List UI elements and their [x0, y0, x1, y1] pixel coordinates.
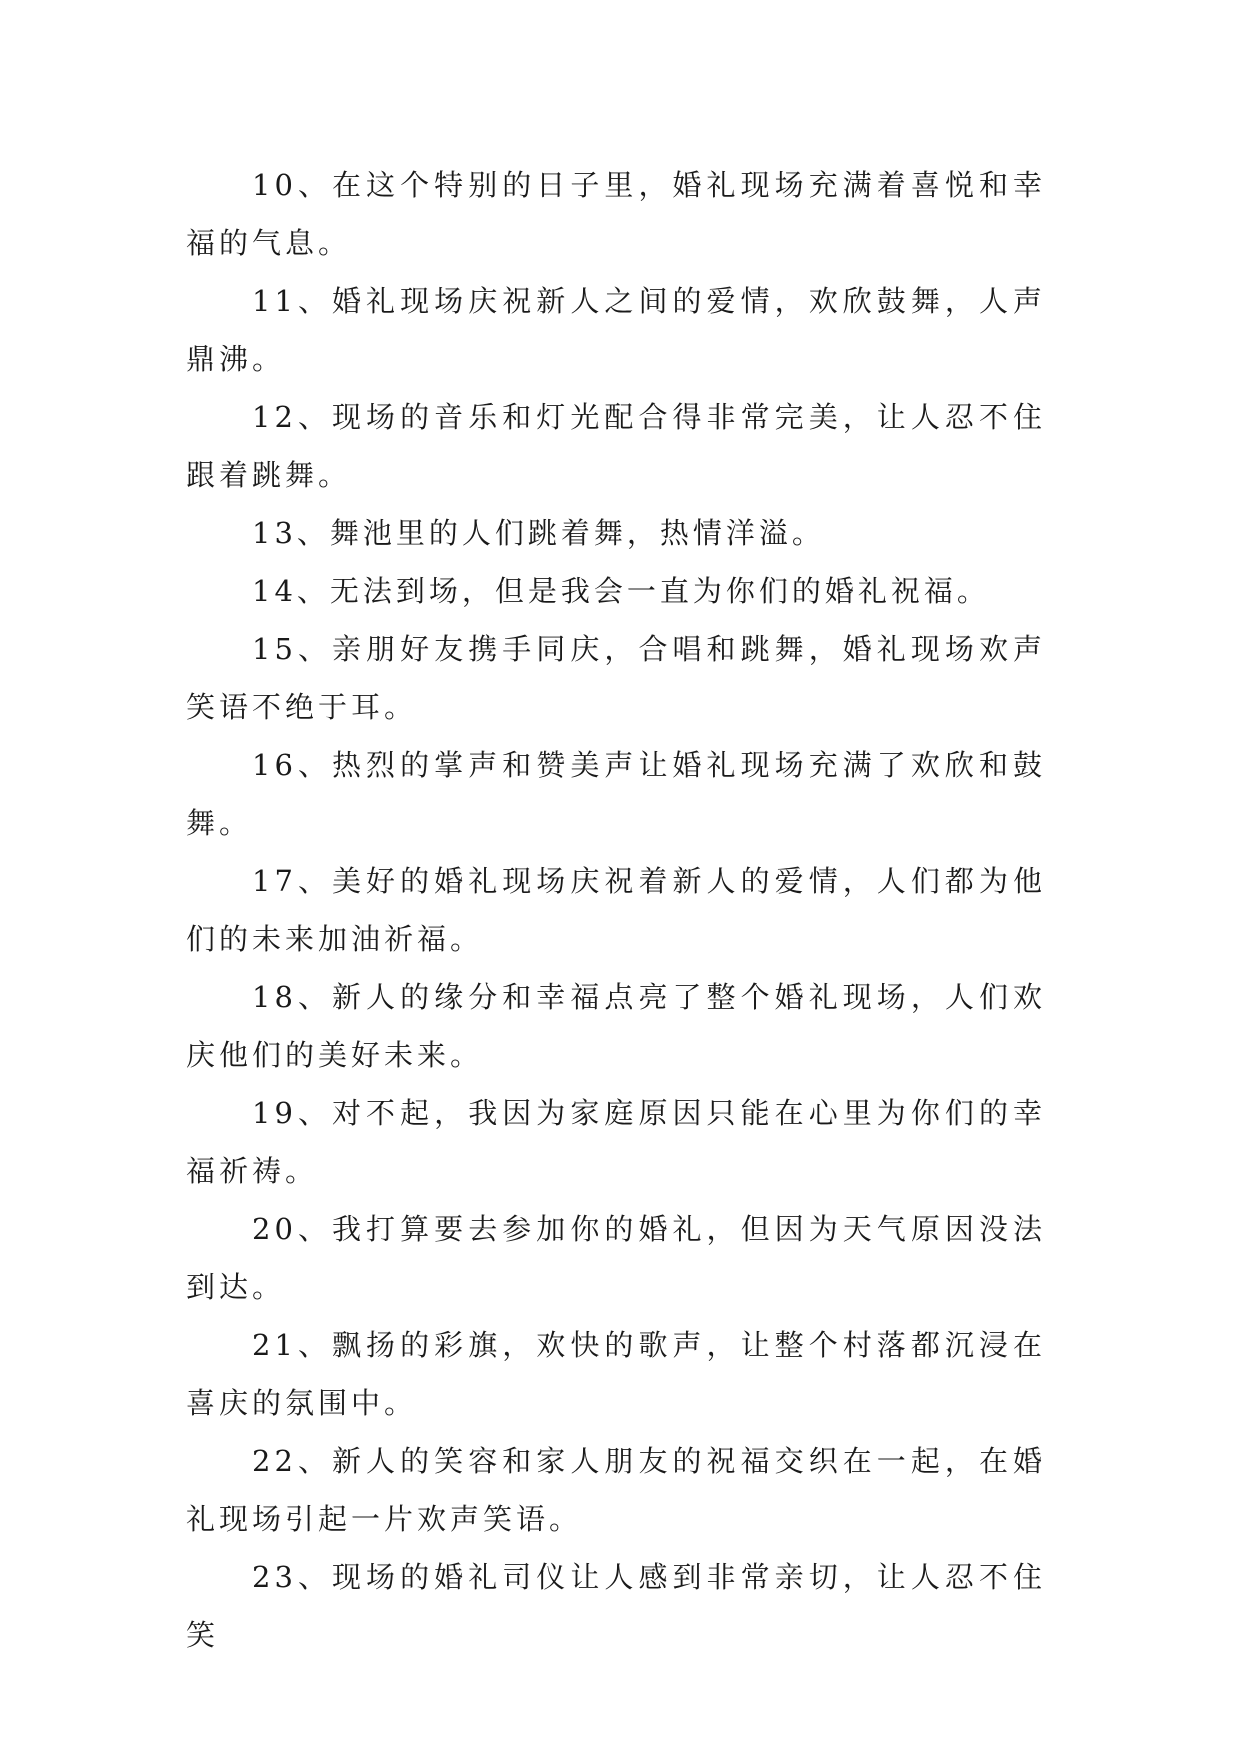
paragraph-19: 19、对不起，我因为家庭原因只能在心里为你们的幸福祈祷。	[186, 1096, 1046, 1188]
paragraph-11: 11、婚礼现场庆祝新人之间的爱情，欢欣鼓舞，人声鼎沸。	[186, 284, 1046, 376]
document-body	[186, 156, 1046, 1664]
paragraph-15: 15、亲朋好友携手同庆，合唱和跳舞，婚礼现场欢声笑语不绝于耳。	[186, 632, 1046, 724]
paragraph-14: 14、无法到场，但是我会一直为你们的婚礼祝福。	[252, 574, 990, 608]
paragraph-22: 22、新人的笑容和家人朋友的祝福交织在一起，在婚礼现场引起一片欢声笑语。	[186, 1444, 1046, 1536]
paragraph-10: 10、在这个特别的日子里，婚礼现场充满着喜悦和幸福的气息。	[186, 168, 1046, 260]
paragraph-18: 18、新人的缘分和幸福点亮了整个婚礼现场，人们欢庆他们的美好未来。	[186, 980, 1046, 1072]
paragraph-13: 13、舞池里的人们跳着舞，热情洋溢。	[252, 516, 825, 550]
paragraph-17: 17、美好的婚礼现场庆祝着新人的爱情，人们都为他们的未来加油祈福。	[186, 864, 1046, 956]
paragraph-23: 23、现场的婚礼司仪让人感到非常亲切，让人忍不住笑	[186, 1560, 1046, 1652]
paragraph-12: 12、现场的音乐和灯光配合得非常完美，让人忍不住跟着跳舞。	[186, 400, 1046, 492]
paragraph-20: 20、我打算要去参加你的婚礼，但因为天气原因没法到达。	[186, 1212, 1046, 1304]
paragraph-21: 21、飘扬的彩旗，欢快的歌声，让整个村落都沉浸在喜庆的氛围中。	[186, 1328, 1046, 1420]
paragraph-16: 16、热烈的掌声和赞美声让婚礼现场充满了欢欣和鼓舞。	[186, 748, 1046, 840]
